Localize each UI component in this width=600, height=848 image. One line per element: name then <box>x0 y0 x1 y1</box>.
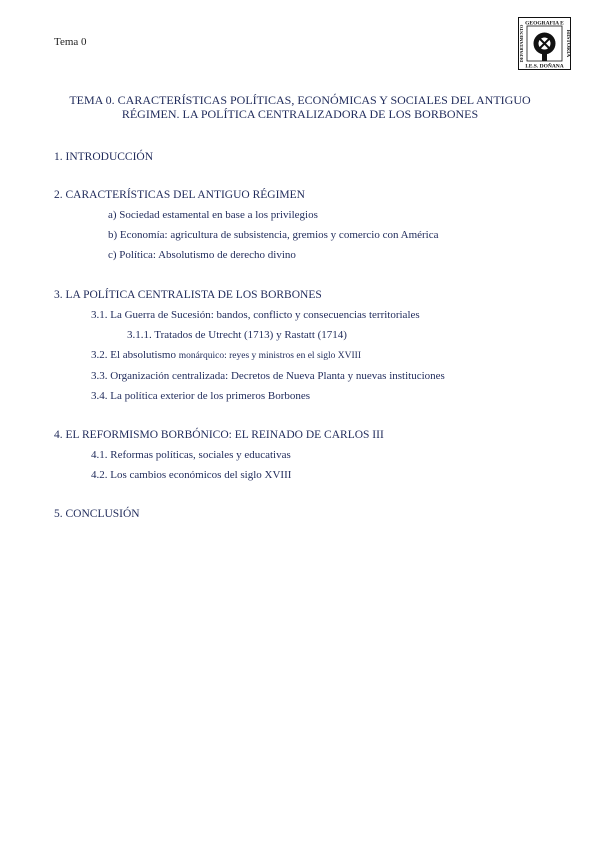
toc-section-2 <box>54 185 439 265</box>
toc-heading-3: 3. LA POLÍTICA CENTRALISTA DE LOS BORBONES <box>54 289 322 301</box>
department-logo-icon <box>518 17 571 70</box>
title-line-1: TEMA 0. CARACTERÍSTICAS POLÍTICAS, ECONÓMICAS Y SOCIALES DEL ANTIGUO <box>69 93 531 107</box>
toc-section-3 <box>54 285 445 406</box>
toc-heading-5: 5. CONCLUSIÓN <box>54 508 140 520</box>
toc-heading-4: 4. EL REFORMISMO BORBÓNICO: EL REINADO DE CARLOS III <box>54 429 384 441</box>
toc-item-2a: a) Sociedad estamental en base a los privilegios <box>108 209 318 221</box>
toc-section-5 <box>54 504 140 524</box>
toc-heading-2: 2. CARACTERÍSTICAS DEL ANTIGUO RÉGIMEN <box>54 189 305 201</box>
department-logo <box>518 17 571 70</box>
toc-item-3-3: 3.3. Organización centralizada: Decretos de Nueva Planta y nuevas instituciones <box>91 370 445 382</box>
toc-item-3-4: 3.4. La política exterior de los primeros Borbones <box>91 390 311 402</box>
toc-item-3-2-part-b: monárquico: reyes y ministros en el siglo XVIII <box>178 351 362 361</box>
toc-section-4 <box>54 425 384 485</box>
logo-text-top: GEOGRAFIA E <box>525 20 564 27</box>
toc-heading-1: 1. INTRODUCCIÓN <box>54 151 154 163</box>
document-title <box>54 93 546 121</box>
toc-item-2b: b) Economía: agricultura de subsistencia, gremios y comercio con América <box>108 229 439 241</box>
toc-item-3-1: 3.1. La Guerra de Sucesión: bandos, conflicto y consecuencias territoriales <box>91 309 420 321</box>
title-line-2: RÉGIMEN. LA POLÍTICA CENTRALIZADORA DE LOS BORBONES <box>121 107 479 121</box>
logo-text-bottom: I.E.S. DOÑANA <box>525 63 564 70</box>
logo-text-left: DEPARTAMENTO <box>519 24 524 63</box>
toc-item-2c: c) Política: Absolutismo de derecho divino <box>108 249 296 261</box>
toc-item-4-1: 4.1. Reformas políticas, sociales y educativas <box>91 449 291 461</box>
toc-item-3-2-part-a: 3.2. El absolutismo <box>91 349 176 361</box>
toc-item-3-2 <box>54 345 445 366</box>
toc-item-4-2: 4.2. Los cambios económicos del siglo XVIII <box>91 469 292 481</box>
header-label: Tema 0 <box>54 36 87 48</box>
logo-text-right: HISTORIA <box>565 29 571 58</box>
toc-item-3-1-1: 3.1.1. Tratados de Utrecht (1713) y Rastatt (1714) <box>127 329 347 341</box>
toc-section-1 <box>54 147 153 167</box>
